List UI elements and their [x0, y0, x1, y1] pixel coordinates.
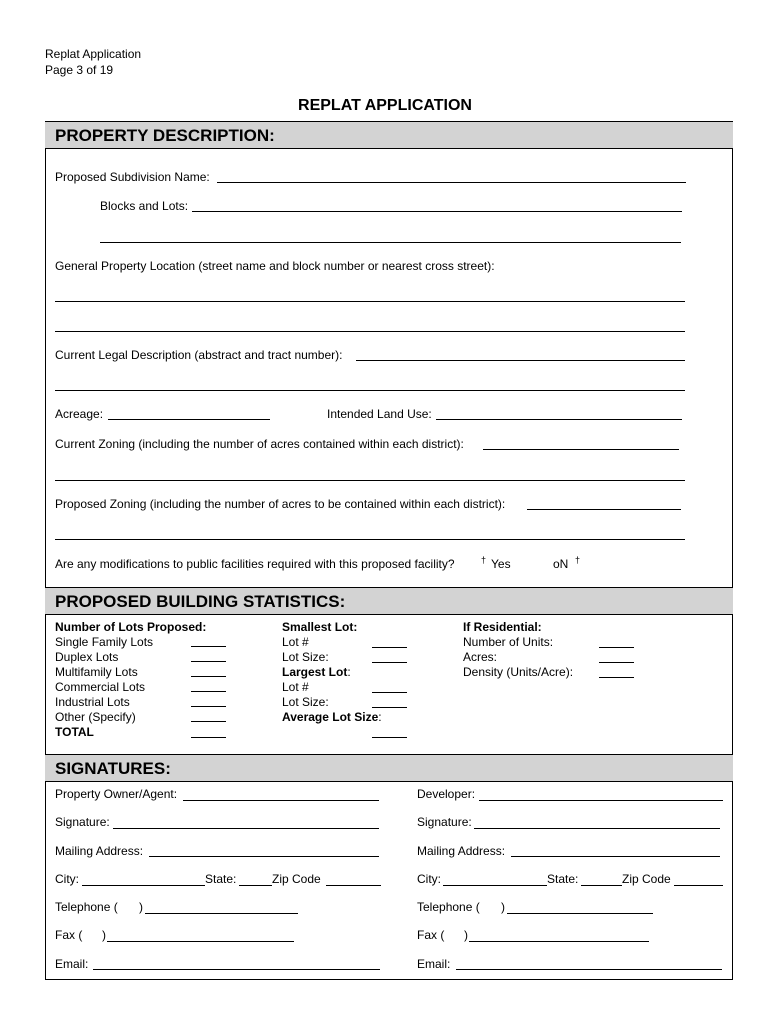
- property-location-label: General Property Location (street name and block number or nearest cross street):: [55, 259, 495, 273]
- subdivision-name-label: Proposed Subdivision Name:: [55, 170, 210, 184]
- residential-heading: If Residential:: [463, 620, 542, 634]
- multifamily-count-field[interactable]: [191, 676, 226, 677]
- current-zoning-field-2[interactable]: [55, 480, 685, 481]
- number-of-units-field[interactable]: [599, 647, 634, 648]
- average-lot-size-field[interactable]: [372, 737, 407, 738]
- number-of-units-label: Number of Units:: [463, 635, 554, 649]
- developer-signature-label: Signature:: [417, 815, 472, 829]
- current-zoning-field[interactable]: [483, 449, 679, 450]
- owner-email-field[interactable]: [93, 969, 380, 970]
- developer-zip-field[interactable]: [674, 885, 723, 886]
- largest-lot-number-label: Lot #: [282, 680, 309, 694]
- page-number: Page 3 of 19: [45, 63, 114, 77]
- subdivision-name-field[interactable]: [217, 182, 686, 183]
- building-statistics-heading: PROPOSED BUILDING STATISTICS:: [45, 587, 733, 615]
- developer-fax-field[interactable]: [469, 941, 649, 942]
- industrial-count-field[interactable]: [191, 706, 226, 707]
- lots-proposed-heading: Number of Lots Proposed:: [55, 620, 207, 634]
- developer-fax-paren: ): [464, 928, 468, 942]
- modifications-question: Are any modifications to public facilities required with this proposed facility?: [55, 557, 455, 571]
- blocks-lots-field[interactable]: [192, 211, 682, 212]
- largest-lot-number-field[interactable]: [372, 692, 407, 693]
- intended-land-use-label: Intended Land Use:: [327, 407, 432, 421]
- owner-fax-paren: ): [102, 928, 106, 942]
- total-count-field[interactable]: [191, 737, 226, 738]
- owner-telephone-label: Telephone (: [55, 900, 118, 914]
- legal-description-field[interactable]: [356, 360, 685, 361]
- acreage-field[interactable]: [108, 419, 270, 420]
- acres-label: Acres:: [463, 650, 498, 664]
- owner-mailing-address-label: Mailing Address:: [55, 844, 144, 858]
- owner-zip-field[interactable]: [326, 885, 381, 886]
- owner-fax-label: Fax (: [55, 928, 83, 942]
- proposed-zoning-label: Proposed Zoning (including the number of acres to be contained within each district):: [55, 497, 506, 511]
- lot-type-label: Duplex Lots: [55, 650, 119, 664]
- blocks-lots-field-line-2[interactable]: [100, 242, 681, 243]
- largest-lot-colon: :: [347, 665, 351, 679]
- density-label: Density (Units/Acre):: [463, 665, 574, 679]
- developer-state-label: State:: [547, 872, 579, 886]
- developer-telephone-label: Telephone (: [417, 900, 480, 914]
- largest-lot-size-label: Lot Size:: [282, 695, 329, 709]
- developer-email-field[interactable]: [456, 969, 722, 970]
- commercial-count-field[interactable]: [191, 691, 226, 692]
- owner-mailing-address-field[interactable]: [149, 856, 379, 857]
- owner-telephone-field[interactable]: [145, 913, 298, 914]
- developer-signature-field[interactable]: [474, 828, 720, 829]
- proposed-zoning-field[interactable]: [527, 509, 681, 510]
- developer-telephone-paren: ): [501, 900, 505, 914]
- acres-field[interactable]: [599, 662, 634, 663]
- property-location-field-2[interactable]: [55, 331, 685, 332]
- lot-type-label: Multifamily Lots: [55, 665, 138, 679]
- legal-description-field-2[interactable]: [55, 390, 685, 391]
- smallest-lot-number-field[interactable]: [372, 647, 407, 648]
- average-lot-size-heading: [282, 710, 382, 724]
- legal-description-label: Current Legal Description (abstract and tract number):: [55, 348, 343, 362]
- owner-state-label: State:: [205, 872, 237, 886]
- signatures-heading: SIGNATURES:: [45, 754, 733, 782]
- owner-signature-label: Signature:: [55, 815, 110, 829]
- yes-label: Yes: [491, 557, 511, 571]
- owner-fax-field[interactable]: [107, 941, 294, 942]
- acreage-label: Acreage:: [55, 407, 104, 421]
- other-count-field[interactable]: [191, 721, 226, 722]
- owner-state-field[interactable]: [239, 885, 272, 886]
- developer-telephone-field[interactable]: [507, 913, 653, 914]
- smallest-lot-size-label: Lot Size:: [282, 650, 329, 664]
- no-checkbox[interactable]: †: [575, 555, 581, 565]
- intended-land-use-field[interactable]: [436, 419, 682, 420]
- owner-agent-field[interactable]: [183, 800, 379, 801]
- document-name: Replat Application: [45, 47, 142, 61]
- smallest-lot-size-field[interactable]: [372, 662, 407, 663]
- developer-mailing-address-label: Mailing Address:: [417, 844, 506, 858]
- blocks-lots-label: Blocks and Lots:: [100, 199, 189, 213]
- owner-telephone-paren: ): [139, 900, 143, 914]
- yes-checkbox[interactable]: †: [481, 555, 487, 565]
- developer-fax-label: Fax (: [417, 928, 445, 942]
- smallest-lot-number-label: Lot #: [282, 635, 309, 649]
- largest-lot-size-field[interactable]: [372, 707, 407, 708]
- lot-type-label: Commercial Lots: [55, 680, 146, 694]
- developer-city-field[interactable]: [443, 885, 547, 886]
- smallest-lot-heading: Smallest Lot:: [282, 620, 358, 634]
- largest-lot-heading: [282, 665, 351, 679]
- property-description-heading: PROPERTY DESCRIPTION:: [45, 121, 733, 149]
- density-field[interactable]: [599, 677, 634, 678]
- developer-email-label: Email:: [417, 957, 451, 971]
- owner-email-label: Email:: [55, 957, 89, 971]
- proposed-zoning-field-2[interactable]: [55, 539, 685, 540]
- property-location-field-1[interactable]: [55, 301, 685, 302]
- developer-state-field[interactable]: [581, 885, 622, 886]
- developer-city-label: City:: [417, 872, 441, 886]
- average-lot-size-heading-text: Average Lot Size: [282, 710, 379, 724]
- lot-type-label: Single Family Lots: [55, 635, 154, 649]
- owner-zip-label: Zip Code: [272, 872, 321, 886]
- developer-mailing-address-field[interactable]: [511, 856, 720, 857]
- current-zoning-label: Current Zoning (including the number of acres contained within each district):: [55, 437, 464, 451]
- duplex-count-field[interactable]: [191, 661, 226, 662]
- developer-zip-label: Zip Code: [622, 872, 671, 886]
- owner-city-field[interactable]: [82, 885, 205, 886]
- largest-lot-heading-text: Largest Lot: [282, 665, 348, 679]
- form-title: REPLAT APPLICATION: [298, 97, 472, 114]
- lot-type-label: Other (Specify): [55, 710, 136, 724]
- average-lot-size-colon: :: [378, 710, 382, 724]
- single-family-count-field[interactable]: [191, 646, 226, 647]
- no-label: oN: [553, 557, 569, 571]
- lot-type-label: Industrial Lots: [55, 695, 130, 709]
- owner-signature-field[interactable]: [113, 828, 379, 829]
- developer-label: Developer:: [417, 787, 476, 801]
- total-label: TOTAL: [55, 725, 94, 739]
- developer-field[interactable]: [479, 800, 723, 801]
- owner-agent-label: Property Owner/Agent:: [55, 787, 178, 801]
- form-frame: [45, 121, 733, 980]
- owner-city-label: City:: [55, 872, 79, 886]
